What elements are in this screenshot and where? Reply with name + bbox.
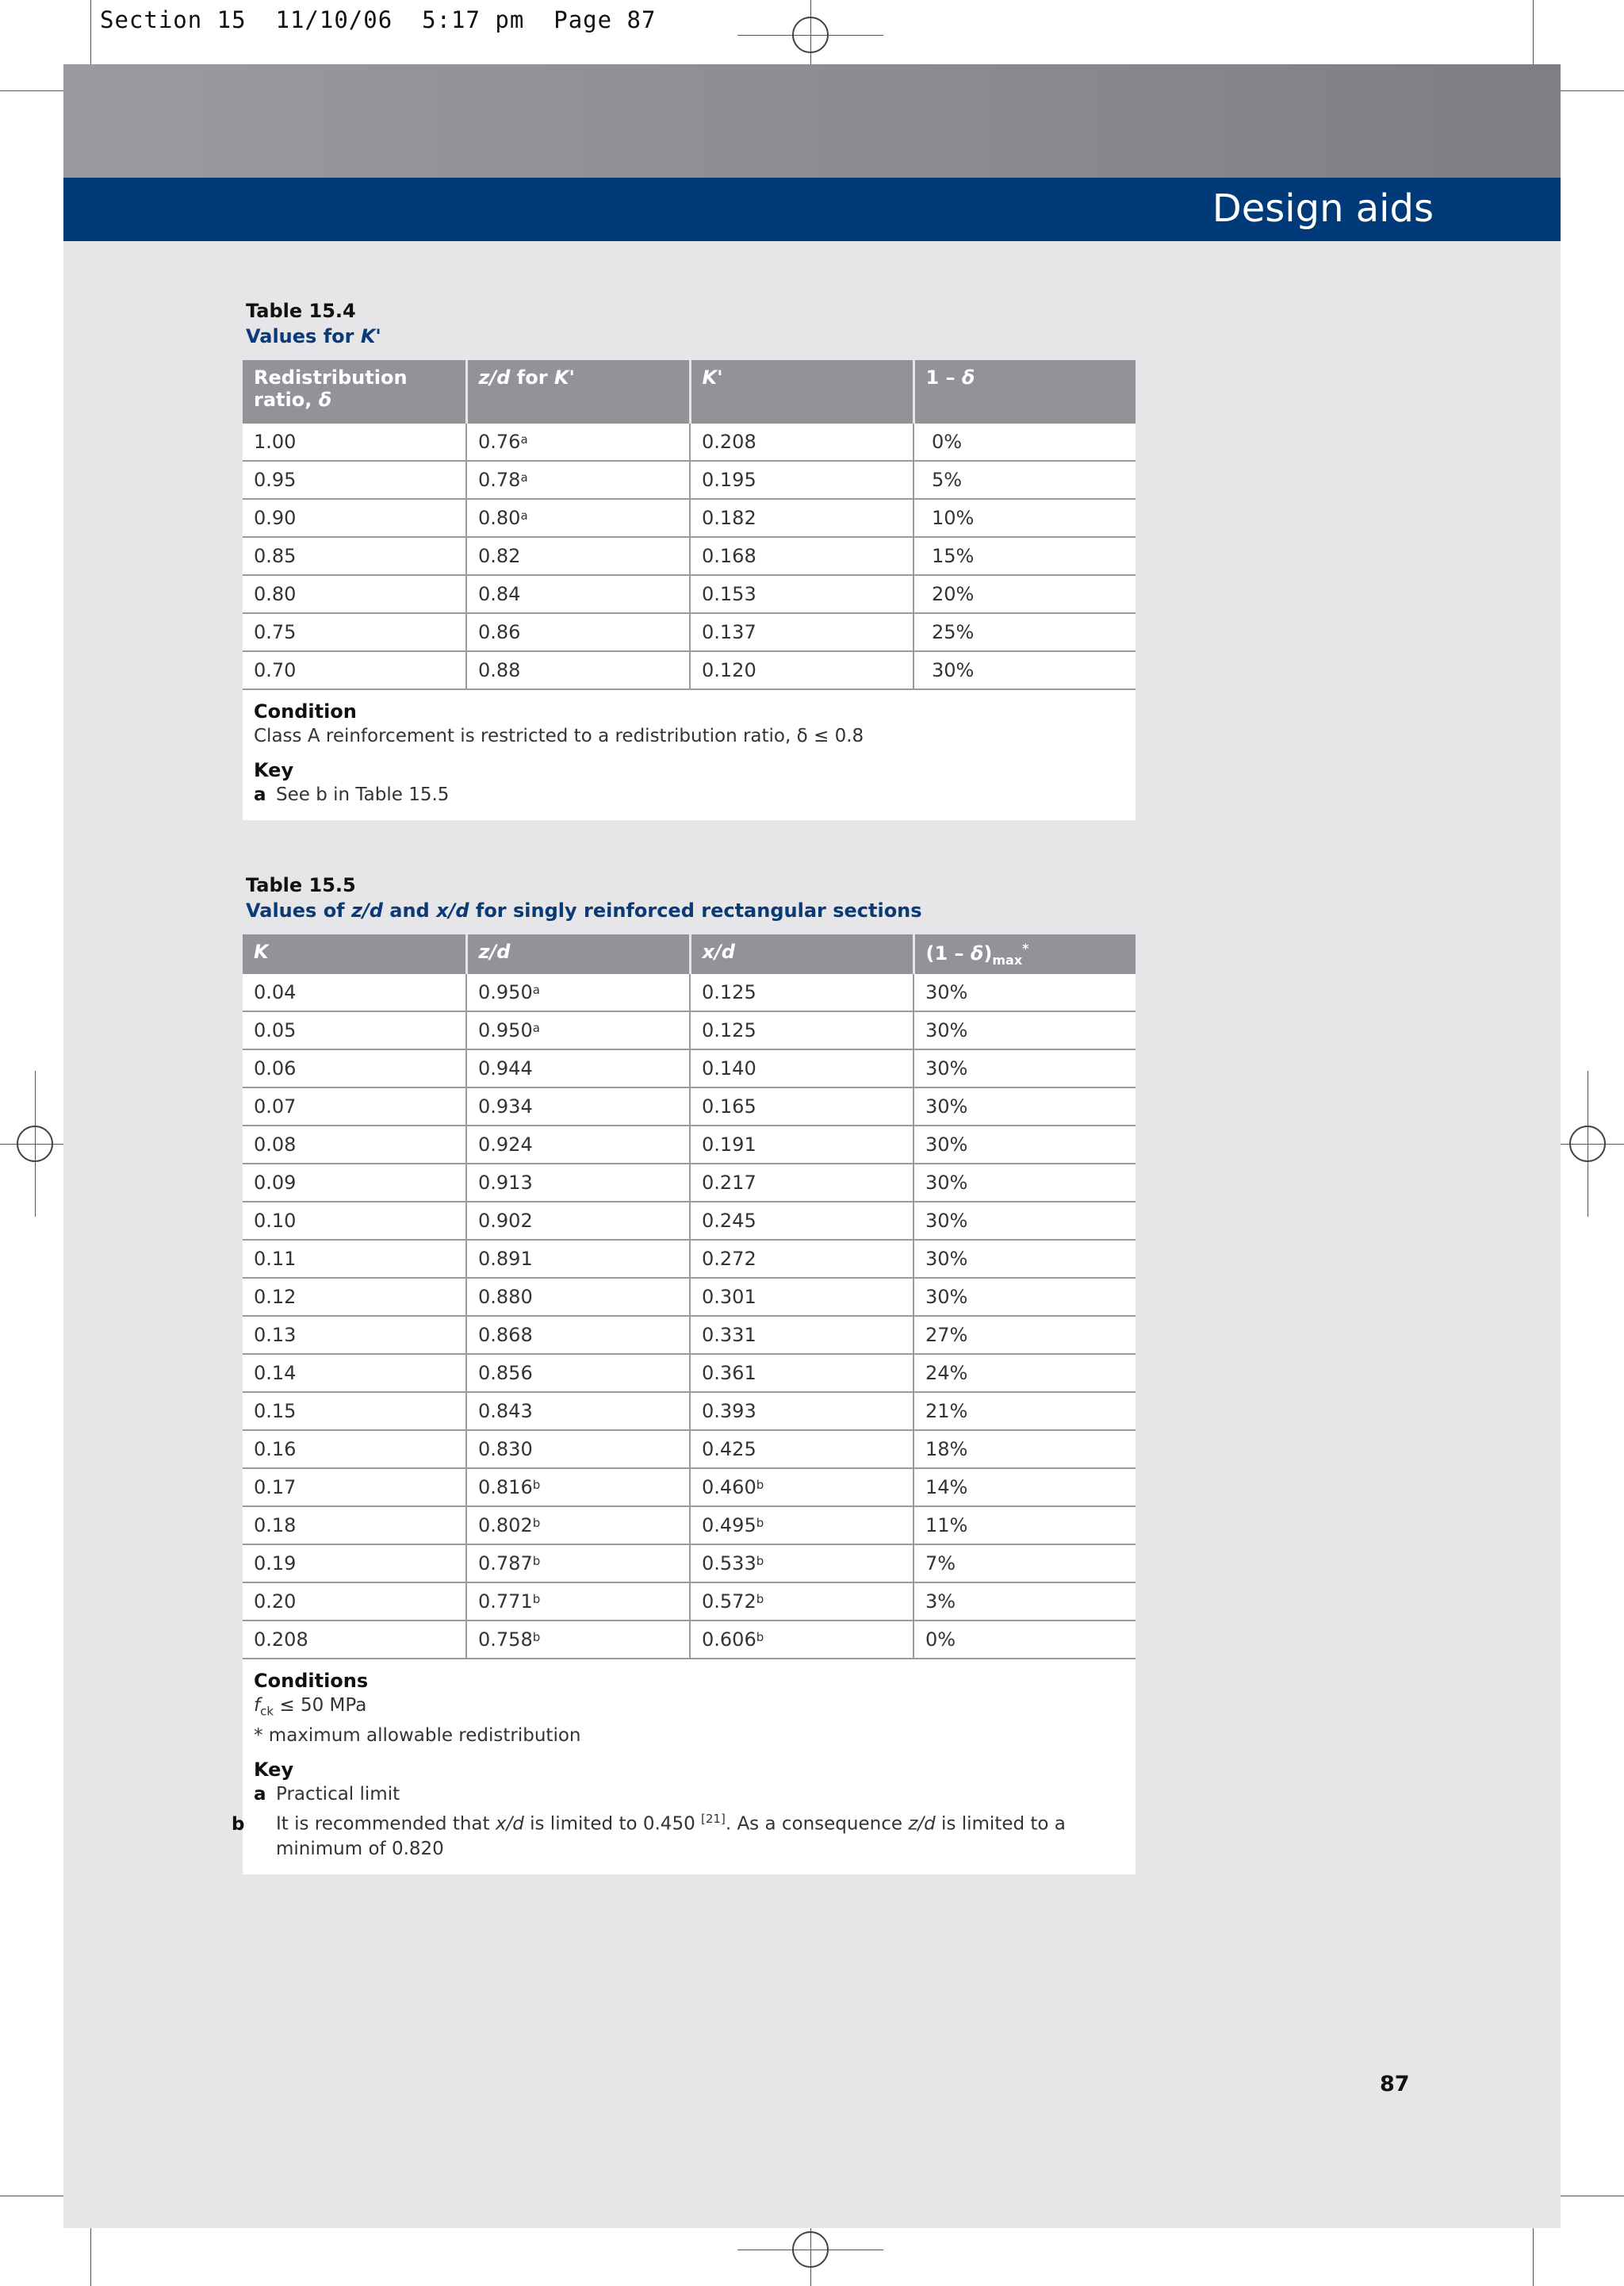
crop-mark	[90, 0, 91, 67]
table-cell: 0.153	[690, 575, 914, 613]
table-cell: 0.880	[466, 1278, 690, 1316]
footnote-marker: b	[532, 1553, 541, 1568]
condition-heading: Condition	[254, 700, 357, 723]
table-cell: 0.830	[466, 1430, 690, 1468]
column-header: K	[243, 934, 466, 974]
table-cell: 0.05	[243, 1011, 466, 1049]
table-row	[243, 1506, 1136, 1544]
table-cell: 0.606$^b$	[690, 1621, 914, 1659]
column-header: $(1 - \delta)_{max}^*$	[914, 934, 1136, 974]
table-cell: 0.82	[466, 537, 690, 575]
table-cell: 0.14	[243, 1354, 466, 1392]
table-cell: 0.78$^a$	[466, 461, 690, 499]
column-header: x/d	[690, 934, 914, 974]
table-cell: 0.771$^b$	[466, 1582, 690, 1621]
section-title: Design aids	[1212, 186, 1434, 231]
crop-mark	[1553, 90, 1624, 91]
table-cell: 30%	[914, 1126, 1136, 1164]
crop-mark	[1533, 0, 1534, 67]
table-cell: 0%	[914, 1621, 1136, 1659]
table-cell: 0.137	[690, 613, 914, 651]
table-cell: 27%	[914, 1316, 1136, 1354]
table-cell: 0.86	[466, 613, 690, 651]
table-row	[243, 575, 1136, 613]
footnote-marker: b	[756, 1515, 764, 1530]
footnote-marker: a	[532, 982, 540, 997]
table-cell: 0.11	[243, 1240, 466, 1278]
footnote-marker: b	[756, 1629, 764, 1644]
table-notes	[243, 690, 1136, 820]
crop-mark	[90, 2219, 91, 2286]
table-cell: 0.856	[466, 1354, 690, 1392]
conditions-heading: Conditions	[254, 1669, 369, 1692]
table-cell: 0.272	[690, 1240, 914, 1278]
table-cell: 0.208	[690, 424, 914, 461]
footnote-marker: b	[532, 1591, 541, 1606]
table-cell: 0.301	[690, 1278, 914, 1316]
condition-text: * maximum allowable redistribution	[254, 1725, 581, 1747]
table-cell: 0.245	[690, 1202, 914, 1240]
table-cell: 30%	[914, 1049, 1136, 1087]
table-cell: 30%	[914, 651, 1136, 689]
table-row	[243, 499, 1136, 537]
table-cell: 0.06	[243, 1049, 466, 1087]
table-cell: 0.80	[243, 575, 466, 613]
table-cell: 0.90	[243, 499, 466, 537]
table-cell: 10%	[914, 499, 1136, 537]
table-cell: 0.393	[690, 1392, 914, 1430]
table-cell: 30%	[914, 1202, 1136, 1240]
key-item: a See b in Table 15.5	[254, 784, 450, 805]
registration-mark	[1569, 1126, 1606, 1162]
table-cell: 3%	[914, 1582, 1136, 1621]
footnote-marker: b	[756, 1477, 764, 1492]
table-cell: 0.787$^b$	[466, 1544, 690, 1582]
header-banner	[63, 64, 1561, 178]
table-row	[243, 974, 1136, 1011]
footnote-marker: b	[756, 1553, 764, 1568]
table-cell: 0.950$^a$	[466, 974, 690, 1011]
table-15-4	[243, 360, 1136, 690]
table-cell: 30%	[914, 1087, 1136, 1126]
key-heading: Key	[254, 1759, 294, 1782]
table-cell: 0.950$^a$	[466, 1011, 690, 1049]
table-cell: 0.125	[690, 1011, 914, 1049]
footnote-marker: b	[532, 1515, 541, 1530]
table-15-5	[243, 934, 1136, 1659]
table-cell: 0.195	[690, 461, 914, 499]
table-cell: 0.913	[466, 1164, 690, 1202]
table-cell: 0.816$^b$	[466, 1468, 690, 1506]
table-cell: 7%	[914, 1544, 1136, 1582]
table-cell: 30%	[914, 1164, 1136, 1202]
table-row	[243, 1011, 1136, 1049]
table-caption: Values of z/d and x/d for singly reinforced rectangular sections	[246, 899, 922, 922]
table-cell: 0.208	[243, 1621, 466, 1659]
table-cell: 0.04	[243, 974, 466, 1011]
table-cell: 30%	[914, 974, 1136, 1011]
table-number: Table 15.4	[246, 300, 356, 322]
table-cell: 20%	[914, 575, 1136, 613]
table-row	[243, 461, 1136, 499]
table-row	[243, 1126, 1136, 1164]
table-cell: 30%	[914, 1011, 1136, 1049]
table-cell: 0.891	[466, 1240, 690, 1278]
table-row	[243, 651, 1136, 689]
footnote-marker: b	[532, 1629, 541, 1644]
table-cell: 0.868	[466, 1316, 690, 1354]
table-cell: 0.460$^b$	[690, 1468, 914, 1506]
table-cell: 0.10	[243, 1202, 466, 1240]
table-cell: 30%	[914, 1240, 1136, 1278]
registration-mark	[792, 2231, 829, 2268]
table-number: Table 15.5	[246, 874, 356, 896]
table-row	[243, 537, 1136, 575]
table-row	[243, 1544, 1136, 1582]
crop-mark	[0, 90, 71, 91]
table-cell: 0.15	[243, 1392, 466, 1430]
table-row	[243, 1049, 1136, 1087]
table-cell: 0.361	[690, 1354, 914, 1392]
key-item: a Practical limit	[254, 1784, 400, 1805]
table-row	[243, 1392, 1136, 1430]
column-header: Redistribution ratio, δ	[243, 360, 466, 424]
table-cell: 15%	[914, 537, 1136, 575]
table-cell: 0.425	[690, 1430, 914, 1468]
table-cell: 0.191	[690, 1126, 914, 1164]
table-cell: 0.76$^a$	[466, 424, 690, 461]
table-cell: 0.140	[690, 1049, 914, 1087]
table-cell: 0.495$^b$	[690, 1506, 914, 1544]
table-15-4-block	[243, 298, 1136, 820]
table-cell: 0.217	[690, 1164, 914, 1202]
table-row	[243, 1582, 1136, 1621]
table-caption: Values for K'	[246, 325, 381, 347]
table-cell: 18%	[914, 1430, 1136, 1468]
table-cell: 0.84	[466, 575, 690, 613]
table-cell: 0.13	[243, 1316, 466, 1354]
table-row	[243, 1621, 1136, 1659]
table-cell: 25%	[914, 613, 1136, 651]
page-number: 87	[1380, 2072, 1410, 2096]
table-row	[243, 1316, 1136, 1354]
table-cell: 0.120	[690, 651, 914, 689]
table-cell: 0.08	[243, 1126, 466, 1164]
table-cell: 5%	[914, 461, 1136, 499]
table-cell: 0.924	[466, 1126, 690, 1164]
footnote-marker: a	[520, 508, 528, 523]
table-cell: 24%	[914, 1354, 1136, 1392]
footnote-marker: a	[520, 432, 528, 447]
table-notes	[232, 1659, 1136, 1874]
table-cell: 0.80$^a$	[466, 499, 690, 537]
registration-mark	[17, 1126, 53, 1162]
table-cell: 0.165	[690, 1087, 914, 1126]
footnote-marker: a	[532, 1020, 540, 1035]
table-cell: 1.00	[243, 424, 466, 461]
column-header: z/d for K'	[466, 360, 690, 424]
registration-mark	[792, 17, 829, 53]
table-row	[243, 1468, 1136, 1506]
key-heading: Key	[254, 759, 294, 781]
table-row	[243, 1430, 1136, 1468]
table-15-5-block	[232, 873, 1136, 1874]
footnote-marker: a	[520, 470, 528, 485]
table-cell: 0.182	[690, 499, 914, 537]
table-cell: 0.07	[243, 1087, 466, 1126]
table-cell: 0.16	[243, 1430, 466, 1468]
table-cell: 0.331	[690, 1316, 914, 1354]
table-cell: 0.88	[466, 651, 690, 689]
table-cell: 0.75	[243, 613, 466, 651]
table-cell: 0.20	[243, 1582, 466, 1621]
table-cell: 0.168	[690, 537, 914, 575]
table-cell: 11%	[914, 1506, 1136, 1544]
table-row	[243, 1164, 1136, 1202]
table-cell: 0.09	[243, 1164, 466, 1202]
table-cell: 0.758$^b$	[466, 1621, 690, 1659]
table-cell: 30%	[914, 1278, 1136, 1316]
table-row	[243, 1354, 1136, 1392]
table-cell: 0.843	[466, 1392, 690, 1430]
table-row	[243, 1240, 1136, 1278]
table-cell: 0.944	[466, 1049, 690, 1087]
column-header: 1 – δ	[914, 360, 1136, 424]
table-cell: 0.85	[243, 537, 466, 575]
table-cell: 0.125	[690, 974, 914, 1011]
table-cell: 0.802$^b$	[466, 1506, 690, 1544]
table-row	[243, 1202, 1136, 1240]
table-row	[243, 1087, 1136, 1126]
table-cell: 0%	[914, 424, 1136, 461]
table-cell: 0.18	[243, 1506, 466, 1544]
table-cell: 0.902	[466, 1202, 690, 1240]
table-cell: 0.19	[243, 1544, 466, 1582]
table-cell: 0.934	[466, 1087, 690, 1126]
footnote-marker: b	[532, 1477, 541, 1492]
table-cell: 0.17	[243, 1468, 466, 1506]
crop-mark	[1533, 2219, 1534, 2286]
table-cell: 21%	[914, 1392, 1136, 1430]
table-cell: 0.572$^b$	[690, 1582, 914, 1621]
condition-text: $f_{ck} \le 50$ MPa	[254, 1694, 367, 1719]
column-header: K'	[690, 360, 914, 424]
condition-text: Class A reinforcement is restricted to a redistribution ratio, δ ≤ 0.8	[254, 726, 864, 746]
table-cell: 0.12	[243, 1278, 466, 1316]
table-cell: 0.70	[243, 651, 466, 689]
table-cell: 0.533$^b$	[690, 1544, 914, 1582]
key-item: b It is recommended that x/d is limited to 0.450 [21]. As a consequence z/d is limited to a minimum of 0.820	[232, 1812, 1066, 1860]
table-row	[243, 613, 1136, 651]
column-header: z/d	[466, 934, 690, 974]
table-row	[243, 424, 1136, 461]
table-cell: 0.95	[243, 461, 466, 499]
table-cell: 14%	[914, 1468, 1136, 1506]
print-slug: Section 15 11/10/06 5:17 pm Page 87	[100, 6, 657, 33]
table-row	[243, 1278, 1136, 1316]
footnote-marker: b	[756, 1591, 764, 1606]
